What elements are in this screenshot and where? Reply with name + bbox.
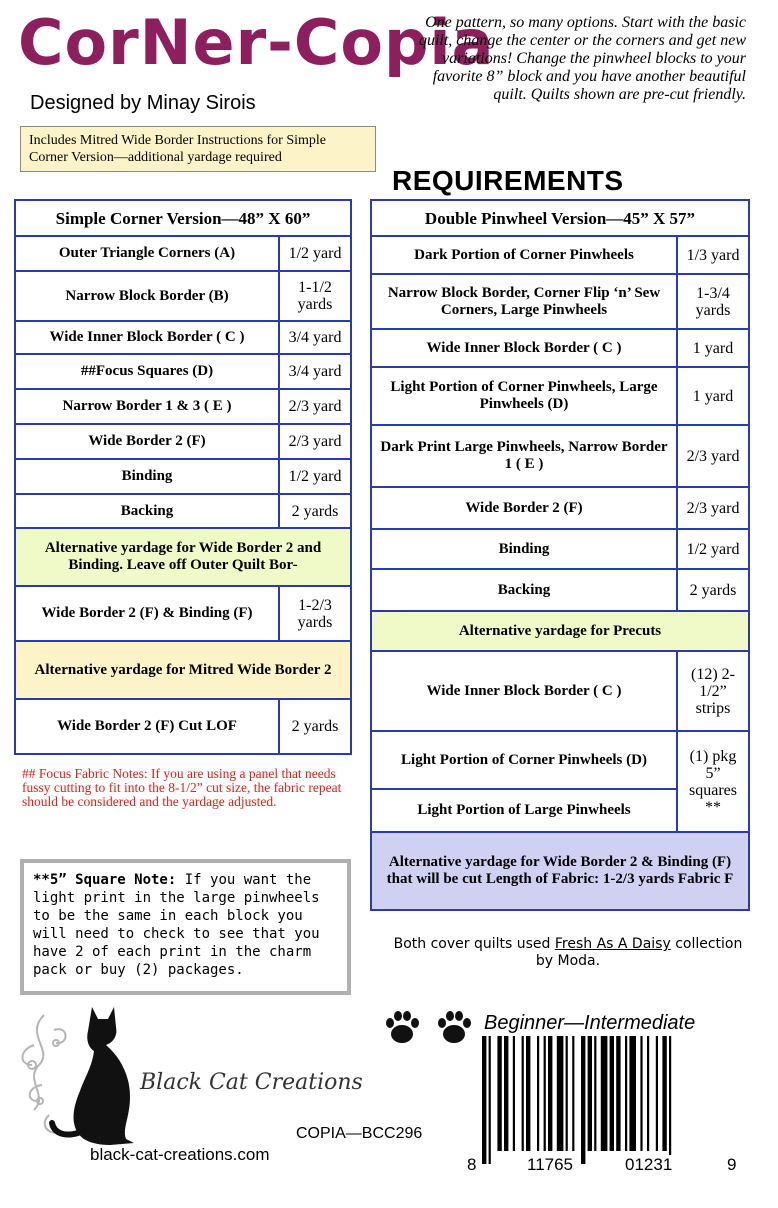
table-item: Wide Border 2 (F) bbox=[15, 424, 279, 459]
table-item: Dark Print Large Pinwheels, Narrow Border 1 ( E ) bbox=[371, 425, 677, 487]
barcode-bar bbox=[588, 1036, 592, 1151]
product-code: COPIA—BCC296 bbox=[296, 1125, 423, 1142]
double-table-title: Double Pinwheel Version—45” X 57” bbox=[371, 200, 749, 236]
table-qty: 1-2/3 yards bbox=[279, 586, 351, 641]
table-qty: 2/3 yard bbox=[279, 424, 351, 459]
barcode-bar bbox=[522, 1036, 524, 1151]
table-item: Wide Inner Block Border ( C ) bbox=[371, 329, 677, 367]
table-qty: 1/3 yard bbox=[677, 236, 749, 274]
table-qty: 3/4 yard bbox=[279, 354, 351, 389]
table-qty: 1-3/4 yards bbox=[677, 274, 749, 329]
skill-level: Beginner—Intermediate bbox=[484, 1012, 696, 1034]
cover-note-post: collection by Moda. bbox=[535, 936, 743, 969]
table-item: Wide Border 2 (F) & Binding (F) bbox=[15, 586, 279, 641]
barcode-bar bbox=[526, 1036, 530, 1151]
barcode-bar bbox=[489, 1036, 491, 1164]
barcode-bar bbox=[656, 1036, 658, 1151]
cat-tail-icon bbox=[52, 1123, 78, 1135]
table-qty: 1/2 yard bbox=[279, 236, 351, 271]
square-note-text: If you want the light print in the large pinwheels to be the same in each block you will need to check to see that you have 2 of each print in the charm pack or buy (2) packages. bbox=[33, 872, 320, 978]
barcode-bar bbox=[504, 1036, 508, 1151]
barcode-bar bbox=[513, 1036, 515, 1151]
barcode-digits-left: 11765 bbox=[527, 1155, 574, 1174]
swirl-ornament-icon bbox=[22, 1015, 65, 1132]
paw-print-icon bbox=[438, 1011, 471, 1043]
table-item: Wide Border 2 (F) Cut LOF bbox=[15, 699, 279, 754]
mitred-border-note: Includes Mitred Wide Border Instructions for Simple Corner Version—additional yardage required bbox=[20, 126, 376, 172]
barcode-bar bbox=[497, 1036, 501, 1151]
table-qty: 2 yards bbox=[677, 569, 749, 611]
table-item: Backing bbox=[371, 569, 677, 611]
table-qty: 2/3 yard bbox=[677, 487, 749, 529]
table-qty: 3/4 yard bbox=[279, 321, 351, 354]
barcode-bar bbox=[601, 1036, 608, 1151]
table-item: Binding bbox=[15, 459, 279, 494]
barcode-bar bbox=[662, 1036, 666, 1151]
table-item: Narrow Border 1 & 3 ( E ) bbox=[15, 389, 279, 424]
table-item: Wide Border 2 (F) bbox=[371, 487, 677, 529]
table-qty: 1 yard bbox=[677, 329, 749, 367]
simple-table-title: Simple Corner Version—48” X 60” bbox=[15, 200, 351, 236]
barcode-bar bbox=[669, 1036, 671, 1164]
barcode-bar bbox=[537, 1036, 539, 1151]
barcode-bar bbox=[640, 1036, 642, 1151]
barcode-digits-right: 01231 bbox=[625, 1155, 673, 1174]
barcode-bar bbox=[616, 1036, 620, 1151]
fabric-collection-name: Fresh As A Daisy bbox=[554, 936, 671, 952]
table-item: Light Portion of Corner Pinwheels (D) bbox=[371, 731, 677, 789]
table-qty: 1 yard bbox=[677, 367, 749, 425]
table-item: Narrow Block Border, Corner Flip ‘n’ Sew Corners, Large Pinwheels bbox=[371, 274, 677, 329]
table-item: Dark Portion of Corner Pinwheels bbox=[371, 236, 677, 274]
intro-text: One pattern, so many options. Start with the basic quilt, change the center or the corners and get new variations! Change the pinwheel blocks to your favorite 8” block and you have another beautiful quilt. Quilts shown are pre-cut friendly. bbox=[418, 14, 746, 103]
barcode-bar bbox=[610, 1036, 614, 1151]
focus-fabric-note: ## Focus Fabric Notes: If you are using a panel that needs fussy cutting to fit into the 8-1/2” cut size, the fabric repeat should be considered and the yardage adjusted. bbox=[22, 766, 342, 809]
designer-credit: Designed by Minay Sirois bbox=[30, 92, 256, 114]
table-qty: 1/2 yard bbox=[677, 529, 749, 569]
table-qty: 2 yards bbox=[279, 494, 351, 528]
table-qty: (12) 2-1/2” strips bbox=[677, 651, 749, 731]
barcode-bar bbox=[629, 1036, 636, 1151]
barcode-bar bbox=[566, 1036, 568, 1151]
barcode-bar bbox=[594, 1036, 596, 1151]
paw-prints-icon bbox=[382, 1010, 482, 1046]
table-item: Light Portion of Large Pinwheels bbox=[371, 789, 677, 832]
table-item: Wide Inner Block Border ( C ) bbox=[15, 321, 279, 354]
brand-name: Black Cat Creations bbox=[140, 1070, 363, 1095]
cover-note-pre: Both cover quilts used bbox=[393, 936, 555, 952]
barcode-bar bbox=[557, 1036, 564, 1151]
table-item: Backing bbox=[15, 494, 279, 528]
barcode-bar bbox=[482, 1036, 486, 1164]
table-qty: 1-1/2 yards bbox=[279, 271, 351, 321]
table-item: Wide Inner Block Border ( C ) bbox=[371, 651, 677, 731]
barcode-digit-first: 8 bbox=[467, 1155, 477, 1174]
alt-length-of-fabric-note: Alternative yardage for Wide Border 2 & Binding (F) that will be cut Length of Fabric: 1-2/3 yards Fabric F bbox=[371, 832, 749, 910]
table-item: Light Portion of Corner Pinwheels, Large Pinwheels (D) bbox=[371, 367, 677, 425]
table-qty: 2/3 yard bbox=[677, 425, 749, 487]
barcode-bar bbox=[581, 1036, 585, 1164]
table-item: ##Focus Squares (D) bbox=[15, 354, 279, 389]
table-qty: 2 yards bbox=[279, 699, 351, 754]
simple-corner-table bbox=[14, 199, 352, 755]
table-qty: 1/2 yard bbox=[279, 459, 351, 494]
table-qty: (1) pkg 5” squares ** bbox=[677, 731, 749, 832]
barcode-digit-last: 9 bbox=[727, 1155, 737, 1174]
table-item: Outer Triangle Corners (A) bbox=[15, 236, 279, 271]
website-url: black-cat-creations.com bbox=[90, 1145, 270, 1164]
barcode-bar bbox=[647, 1036, 649, 1151]
alt-mitred-heading: Alternative yardage for Mitred Wide Border 2 bbox=[15, 641, 351, 699]
cover-quilts-note bbox=[386, 936, 750, 970]
table-item: Narrow Block Border (B) bbox=[15, 271, 279, 321]
barcode-bar bbox=[572, 1036, 574, 1151]
square-note-label: **5” Square Note: bbox=[33, 872, 177, 888]
pattern-title: CorNer-Copia bbox=[18, 6, 495, 79]
square-note-box bbox=[20, 859, 351, 995]
barcode-bar bbox=[625, 1036, 627, 1151]
table-item: Binding bbox=[371, 529, 677, 569]
precut-heading: Alternative yardage for Precuts bbox=[371, 611, 749, 651]
barcode-bar bbox=[548, 1036, 552, 1151]
double-pinwheel-table bbox=[370, 199, 750, 911]
table-qty: 2/3 yard bbox=[279, 389, 351, 424]
alt-border-binding-heading: Alternative yardage for Wide Border 2 and Binding. Leave off Outer Quilt Bor- bbox=[15, 528, 351, 586]
cat-silhouette-icon bbox=[74, 1007, 134, 1145]
barcode-icon bbox=[478, 1036, 743, 1166]
requirements-heading: REQUIREMENTS bbox=[392, 165, 624, 196]
paw-print-icon bbox=[386, 1011, 419, 1043]
barcode-bar bbox=[544, 1036, 546, 1151]
